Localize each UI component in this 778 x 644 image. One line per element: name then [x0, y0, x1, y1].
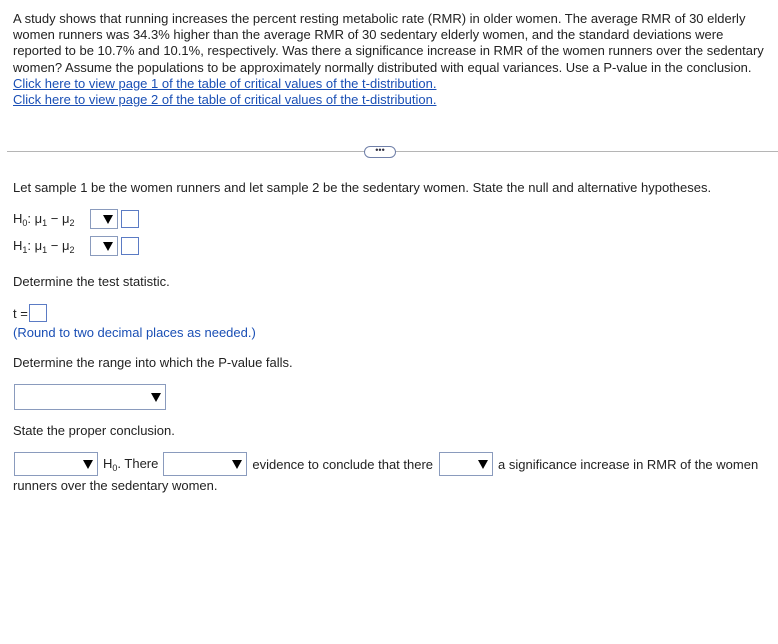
conclusion-existence-select[interactable]	[439, 452, 493, 476]
chevron-down-icon	[478, 460, 488, 469]
chevron-down-icon	[103, 242, 113, 251]
alternative-hypothesis-operator-select[interactable]	[90, 236, 118, 256]
t-table-page1-link[interactable]: Click here to view page 1 of the table of critical values of the t-distribution.	[13, 75, 437, 91]
chevron-down-icon	[232, 460, 242, 469]
chevron-down-icon	[103, 215, 113, 224]
conclusion-h0-label: $H_0$. There	[103, 455, 159, 473]
t-table-page2-link[interactable]: Click here to view page 2 of the table of critical values of the t-distribution.	[13, 92, 437, 108]
conclusion-decision-select[interactable]	[14, 452, 98, 476]
null-hypothesis-operator-select[interactable]	[90, 209, 118, 229]
chevron-down-icon	[151, 393, 161, 402]
hypotheses-prompt: Let sample 1 be the women runners and let sample 2 be the sedentary women. State the null and alternative hypotheses.	[13, 180, 712, 195]
alternative-hypothesis-value-input[interactable]	[121, 237, 139, 255]
problem-text: A study shows that running increases the percent resting metabolic rate (RMR) in older women. The average RMR of 30 elderly women runners was 34.3% higher than the average RMR of 30 sedentary elderly women, and the standard deviations were reported to be 10.7% and 10.1%, respectively. Was there a significance increase in RMR of the women runners over the sedentary women? Assume the populations to be approximately normally distributed with equal variances. Use a P-value in the conclusion.	[13, 11, 764, 75]
problem-statement	[13, 11, 773, 108]
null-hypothesis-label: $H_0$: $\mu_1 - \mu_2$	[13, 210, 75, 228]
chevron-down-icon	[83, 460, 93, 469]
null-hypothesis-value-input[interactable]	[121, 210, 139, 228]
conclusion-text-continued: runners over the sedentary women.	[13, 478, 218, 493]
conclusion-prompt: State the proper conclusion.	[13, 423, 175, 438]
t-label: t =	[13, 305, 28, 321]
conclusion-text-middle: evidence to conclude that there	[252, 456, 434, 472]
alternative-hypothesis-label: $H_1$: $\mu_1 - \mu_2$	[13, 237, 75, 255]
t-statistic-input[interactable]	[29, 304, 47, 322]
alternative-hypothesis-row	[13, 236, 139, 256]
null-hypothesis-row	[13, 209, 139, 229]
pvalue-prompt: Determine the range into which the P-value falls.	[13, 355, 293, 370]
pvalue-range-select[interactable]	[14, 384, 166, 410]
conclusion-evidence-select[interactable]	[163, 452, 247, 476]
conclusion-text-end: a significance increase in RMR of the women	[498, 456, 759, 472]
test-statistic-prompt: Determine the test statistic.	[13, 274, 170, 289]
rounding-note: (Round to two decimal places as needed.)	[13, 325, 256, 340]
conclusion-row	[14, 452, 758, 476]
expand-button[interactable]: •••	[364, 146, 396, 158]
t-statistic-row	[13, 304, 47, 322]
